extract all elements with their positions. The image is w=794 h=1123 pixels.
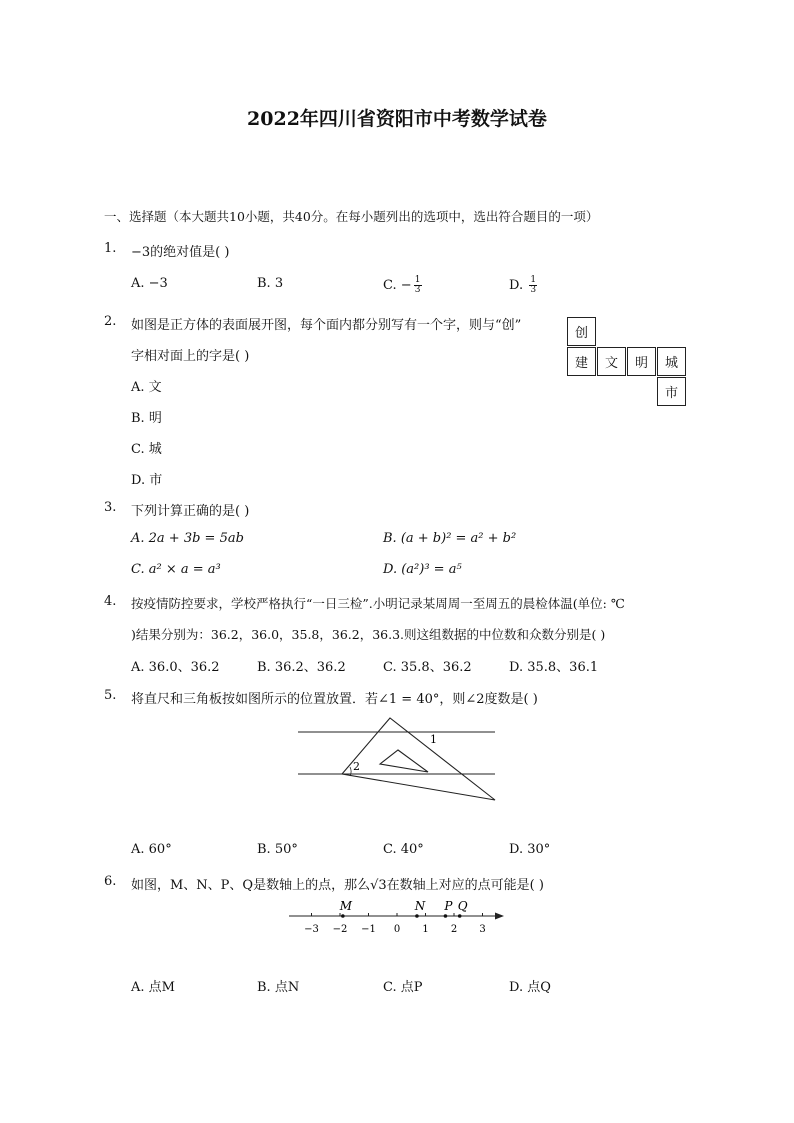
option-a: A. 文 (131, 380, 162, 395)
point-n (415, 914, 419, 918)
cube-face-top: 创 (567, 317, 596, 346)
question-stem-line2: )结果分别为：36.2，36.0，35.8，36.2，36.3.则这组数据的中位数和众数分别是( ) (131, 627, 606, 642)
option-b: B. 36.2、36.2 (257, 660, 346, 675)
option-c: C. 城 (131, 442, 162, 457)
option-a: A. 点M (131, 980, 175, 995)
option-c: C. 35.8、36.2 (383, 660, 472, 675)
option-c: C. − $\frac{1}{3}$ (383, 275, 421, 295)
question-stem: 将直尺和三角板按如图所示的位置放置．若∠1 = 40°，则∠2度数是( ) (131, 692, 538, 707)
fraction: $\frac{1}{3}$ (530, 275, 537, 295)
option-d: D. 35.8、36.1 (509, 660, 599, 675)
question-stem-line1: 按疫情防控要求，学校严格执行“一日三检”.小明记录某周周一至周五的晨检体温(单位: ℃ (131, 596, 625, 611)
angle-arc-2 (350, 767, 351, 776)
option-d: D. 点Q (509, 980, 551, 995)
option-b: B. 点N (257, 980, 300, 995)
point-label-n: N (414, 899, 426, 913)
option-c: C. a² × a = a³ (131, 562, 221, 577)
point-p (444, 914, 448, 918)
cube-net-figure (567, 317, 691, 409)
tick-label: 0 (393, 924, 401, 935)
question-number: 3. (104, 500, 117, 515)
question-number: 2. (104, 314, 117, 329)
option-c: C. 40° (383, 842, 424, 857)
fraction: $\frac{1}{3}$ (414, 275, 421, 295)
angle-label-1: 1 (430, 733, 437, 746)
option-b: B. 明 (131, 411, 162, 426)
cube-face-bottom: 市 (657, 377, 686, 406)
option-c: C. 点P (383, 980, 423, 995)
question-number: 5. (104, 688, 117, 703)
option-d: D. 市 (131, 473, 163, 488)
question-stem: −3的绝对值是( ) (131, 245, 230, 260)
option-b: B. (a + b)² = a² + b² (383, 531, 517, 546)
angle-label-2: 2 (353, 760, 360, 773)
question-number: 4. (104, 594, 117, 609)
question-stem-line2: 字相对面上的字是( ) (131, 349, 250, 364)
section-heading: 一、选择题（本大题共10小题，共40分。在每小题列出的选项中，选出符合题目的一项） (104, 209, 599, 224)
option-b: B. 50° (257, 842, 298, 857)
question-stem: 如图，M、N、P、Q是数轴上的点，那么√3在数轴上对应的点可能是( ) (131, 878, 544, 893)
point-m (341, 914, 345, 918)
tick-label: 1 (422, 924, 429, 935)
cube-face: 建 (567, 347, 596, 376)
option-a: A. 60° (131, 842, 172, 857)
question-number: 1. (104, 241, 117, 256)
cube-face: 明 (627, 347, 656, 376)
option-a: A. 36.0、36.2 (131, 660, 220, 675)
sqrt-three: √3 (370, 878, 387, 893)
triangle-inner (380, 750, 428, 772)
tick-label: 3 (479, 924, 486, 935)
point-label-q: Q (457, 899, 468, 913)
ruler-triangle-figure (290, 712, 505, 804)
option-b: B. 3 (257, 276, 284, 291)
page-title: 2022年四川省资阳市中考数学试卷 (247, 108, 547, 130)
point-q (458, 914, 462, 918)
axis-arrow-icon (495, 913, 504, 920)
option-d: D. 30° (509, 842, 551, 857)
option-a: A. 2a + 3b = 5ab (131, 531, 244, 546)
question-stem-line1: 如图是正方体的表面展开图，每个面内都分别写有一个字，则与“创” (131, 318, 522, 333)
point-label-m: M (339, 899, 352, 913)
option-a: A. −3 (131, 276, 168, 291)
triangle-outer (342, 718, 495, 800)
tick-label: −1 (361, 924, 376, 935)
tick-label: −2 (332, 924, 348, 935)
option-d: D. (a²)³ = a⁵ (383, 562, 462, 577)
tick-label: −3 (304, 924, 319, 935)
question-number: 6. (104, 874, 117, 889)
cube-face: 城 (657, 347, 686, 376)
number-line-figure (285, 895, 510, 937)
tick-label: 2 (450, 924, 458, 935)
cube-face: 文 (597, 347, 626, 376)
option-d: D. $\frac{1}{3}$ (509, 275, 537, 295)
point-label-p: P (444, 899, 453, 913)
question-stem: 下列计算正确的是( ) (131, 504, 250, 519)
